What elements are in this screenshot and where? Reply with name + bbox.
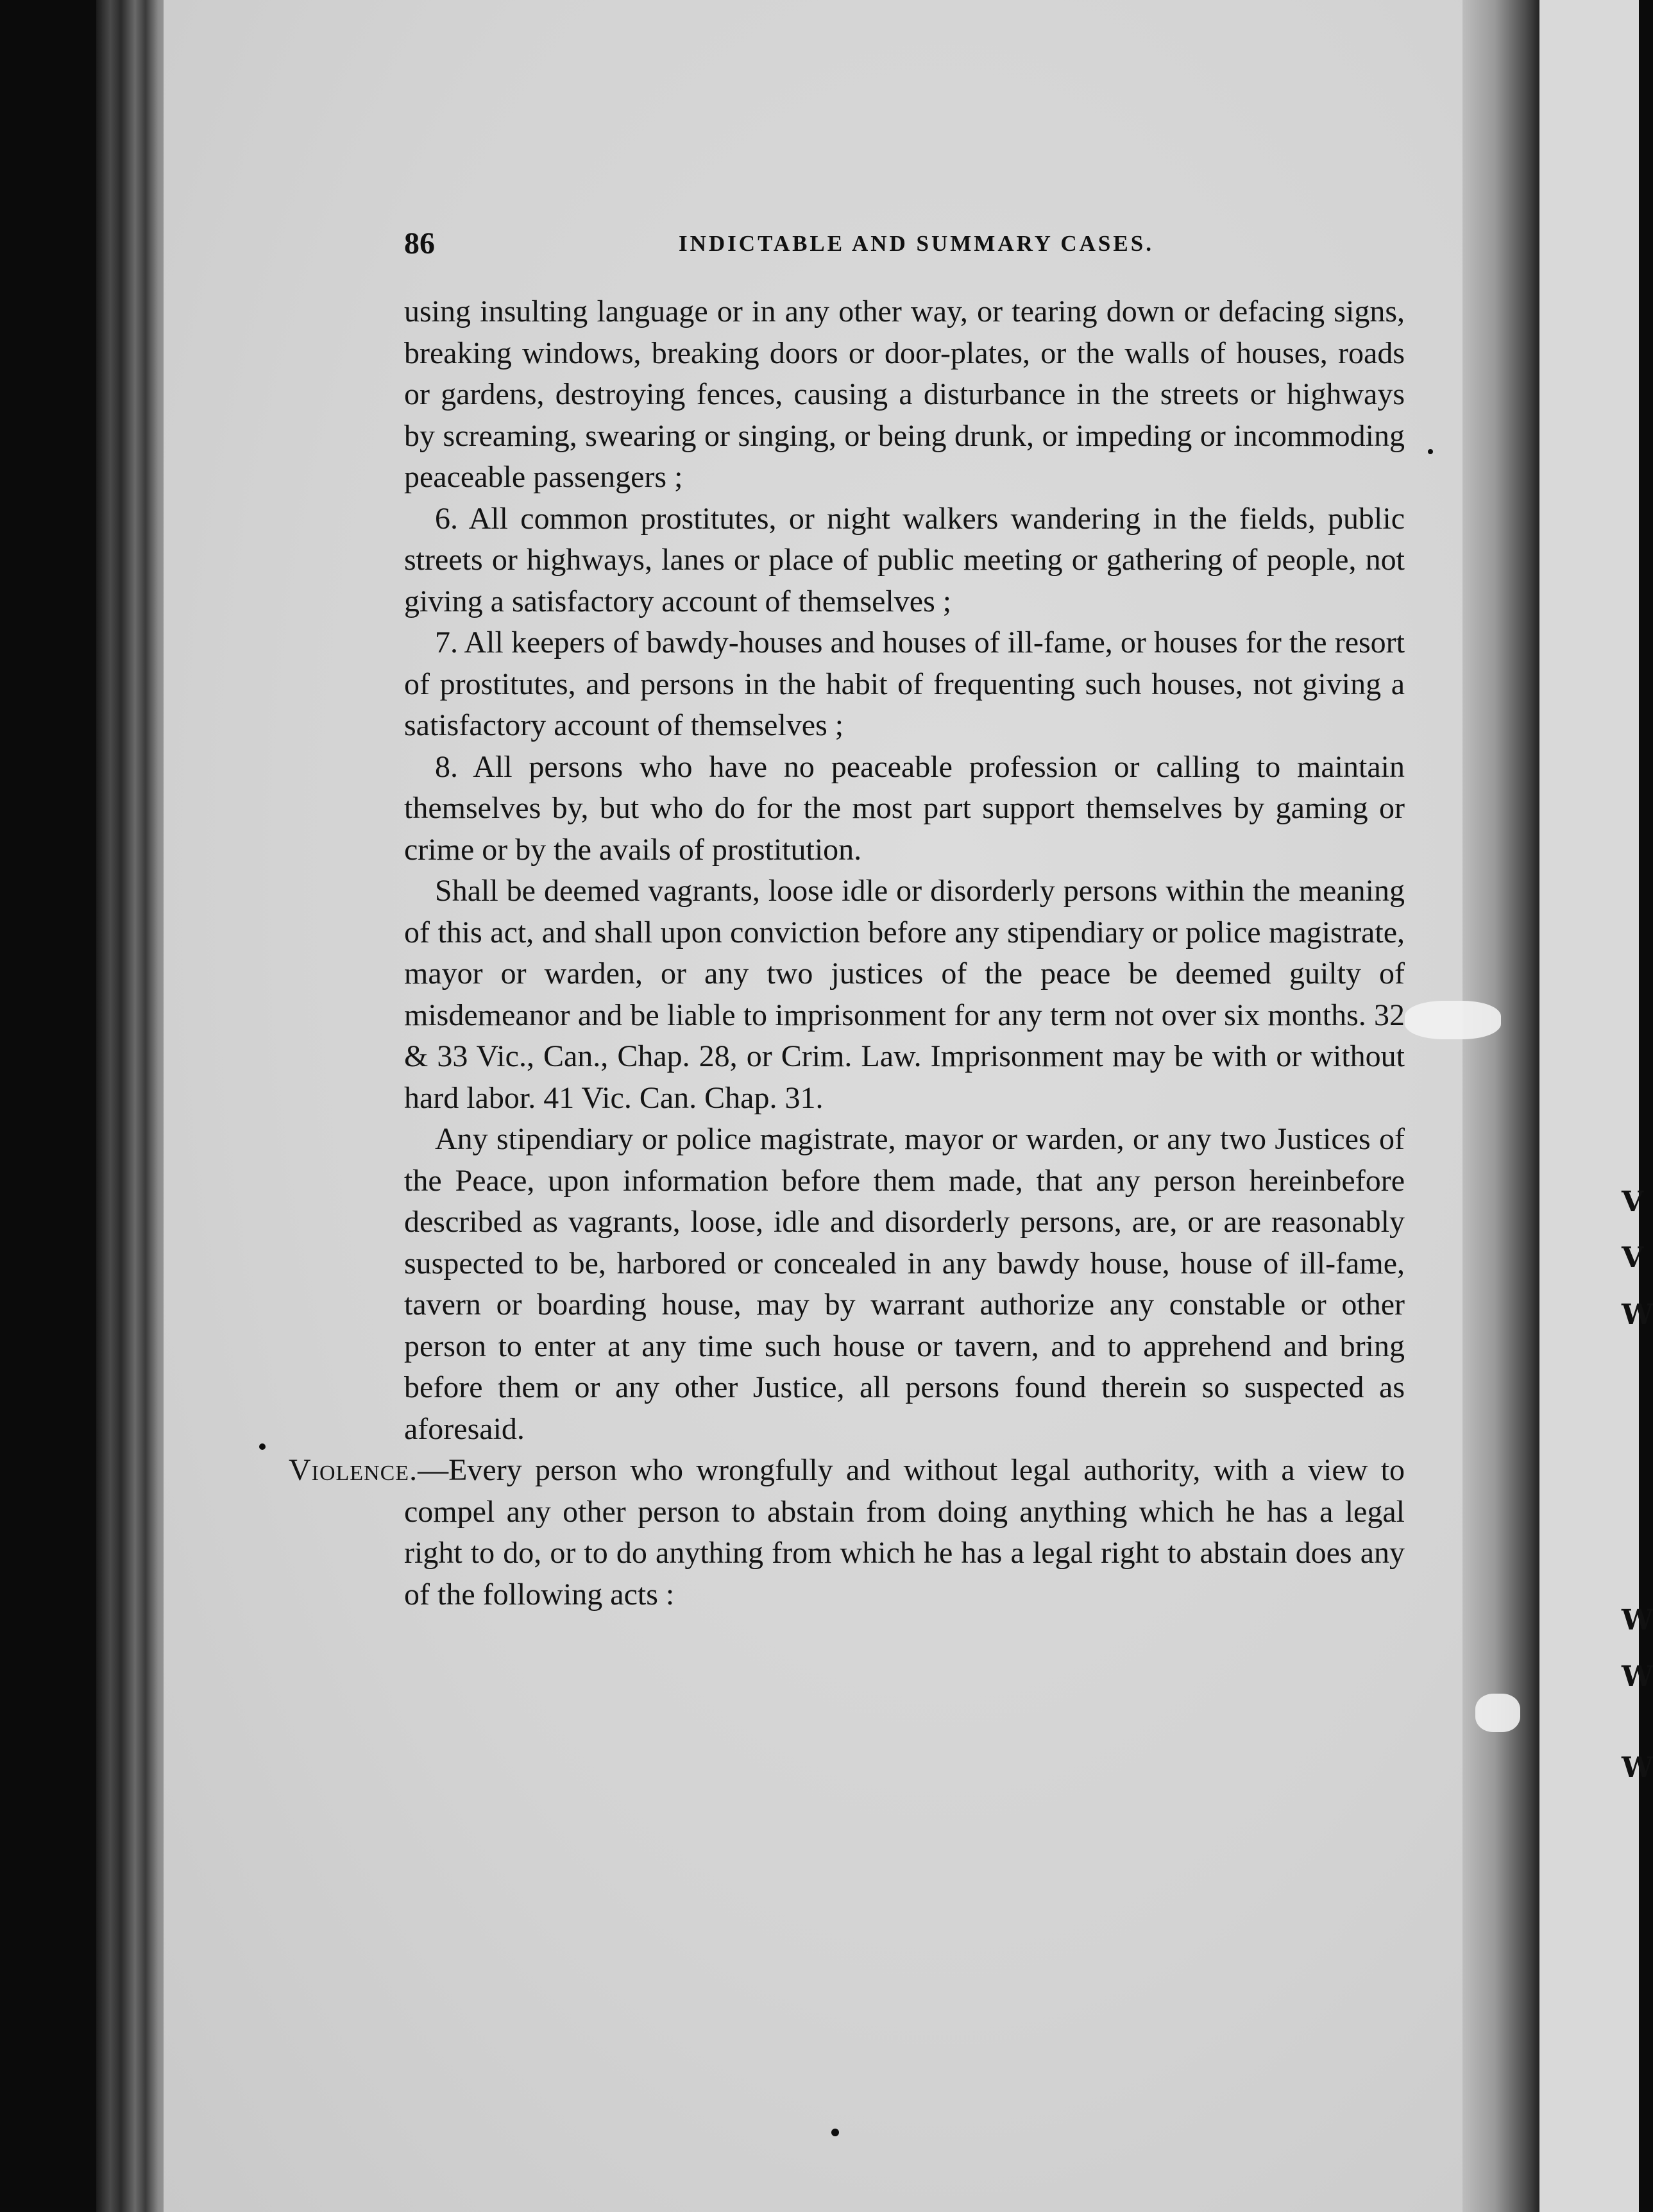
paragraph-warrant: Any stipendiary or police magistrate, mayor or warden, or any two Justices of the Peace, upon information before them made, that any person hereinbefore described as vagrants, loose, idle and disorderly persons, are, or are reasonably suspected to be, harbored or concealed in any bawdy house, house of ill-fame, tavern or boarding house, may by warrant authorize any constable or other person to enter at any time such house or tavern, and to apprehend and bring before them or any other Justice, all persons found therein so suspected as aforesaid. bbox=[404, 1122, 1405, 1446]
violence-text: —Every person who wrongfully and without legal authority, with a view to compel any other person to abstain from doing anything which he has a legal right to do, or to do anything from which he has a legal right to abstain does any of the following acts : bbox=[404, 1453, 1405, 1612]
paragraph-violence bbox=[289, 1450, 1405, 1615]
paragraph-item-7: 7. All keepers of bawdy-houses and houses of ill-fame, or houses for the resort of prostitutes, and persons in the habit of frequenting such houses, not giving a satisfactory account of themselves ; bbox=[404, 625, 1405, 742]
page-gutter bbox=[1462, 0, 1543, 2212]
violence-heading: Violence. bbox=[289, 1453, 418, 1487]
paragraph-vagrants: Shall be deemed vagrants, loose idle or disorderly persons within the meaning of this act, and shall upon conviction before any stipendiary or police magistrate, mayor or warden, or any two justices of the peace be deemed guilty of misdemeanor and be liable to imprisonment for any term not over six months. 32 & 33 Vic., Can., Chap. 28, or Crim. Law. Imprisonment may be with or without hard labor. 41 Vic. Can. Chap. 31. bbox=[404, 874, 1405, 1115]
ink-speck bbox=[259, 1443, 266, 1450]
paper-damage-mark bbox=[1405, 1001, 1501, 1039]
running-head: INDICTABLE AND SUMMARY CASES. bbox=[679, 231, 1154, 256]
book-binding-edge bbox=[96, 0, 167, 2212]
page-number: 86 bbox=[404, 226, 435, 260]
facing-page-letter: W bbox=[1622, 1298, 1653, 1331]
facing-page-letter: W bbox=[1622, 1660, 1653, 1693]
paper-damage-mark bbox=[1475, 1694, 1520, 1732]
facing-page-fragment bbox=[1539, 0, 1650, 2212]
paragraph-continuation: using insulting language or in any other way, or tearing down or defacing signs, breaking windows, breaking doors or door-plates, or the walls of houses, roads or gardens, destroying fences, causing a disturbance in the streets or highways by screaming, swearing or singing, or being drunk, or impeding or incommoding peaceable passengers ; bbox=[404, 294, 1405, 494]
facing-page-letter: V bbox=[1622, 1186, 1644, 1218]
body-text bbox=[289, 291, 1405, 1615]
paragraph-item-6: 6. All common prostitutes, or night walkers wandering in the fields, public streets or highways, lanes or place of public meeting or gathering of people, not giving a satisfactory account of themselves ; bbox=[404, 501, 1405, 618]
ink-speck bbox=[831, 2129, 839, 2136]
ink-speck bbox=[1428, 449, 1433, 454]
facing-page-letter: V bbox=[1622, 1241, 1644, 1274]
page-header bbox=[404, 226, 1405, 264]
paragraph-item-8: 8. All persons who have no peaceable profession or calling to maintain themselves by, but who do for the most part support themselves by gaming or crime or by the avails of prostitution. bbox=[404, 749, 1405, 867]
facing-page-letter: W bbox=[1622, 1751, 1653, 1784]
facing-page-edge bbox=[1639, 0, 1650, 2212]
facing-page-letter: W bbox=[1622, 1604, 1653, 1637]
